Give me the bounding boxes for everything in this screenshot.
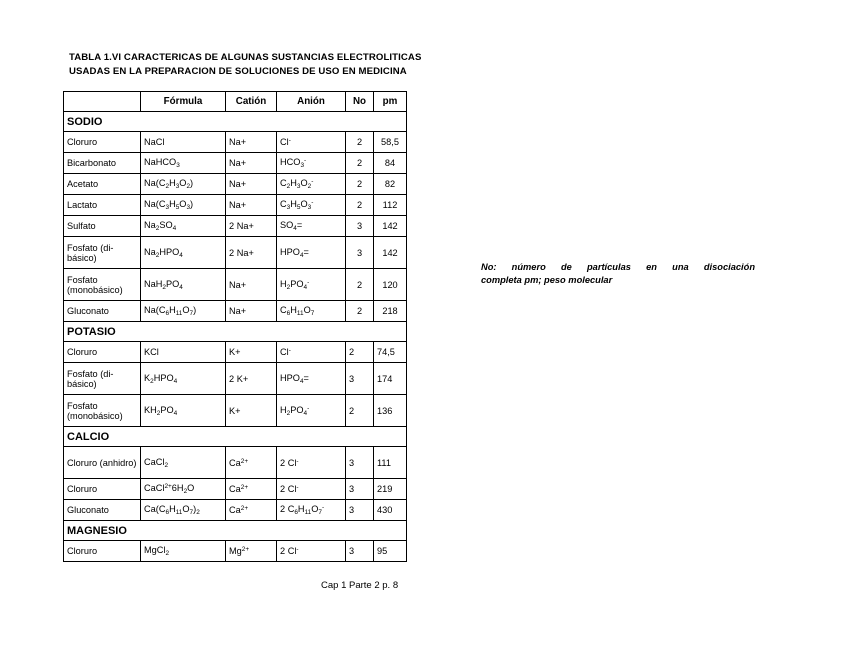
- legend-note: [481, 261, 755, 287]
- header-pm: pm: [374, 92, 407, 112]
- cation-cell: Na+: [226, 153, 277, 174]
- title-line-2: USADAS EN LA PREPARACION DE SOLUCIONES DE USO EN MEDICINA: [69, 66, 407, 77]
- molecular-weight-cell: 174: [374, 363, 407, 395]
- formula-cell: $Na(C_2H_3O_2)$: [141, 174, 226, 195]
- table-body: [64, 112, 407, 562]
- substance-cell: Cloruro: [64, 132, 141, 153]
- cation-cell: $Mg^{2+}$: [226, 541, 277, 562]
- title-line-1: TABLA 1.VI CARACTERICAS DE ALGUNAS SUSTANCIAS ELECTROLITICAS: [69, 52, 422, 63]
- section-title: MAGNESIO: [64, 521, 407, 541]
- formula-cell: $K_2HPO_4$: [141, 363, 226, 395]
- formula-cell: CaCl$_2$: [141, 447, 226, 479]
- substance-cell: Fosfato (monobásico): [64, 269, 141, 301]
- formula-cell: NaCl: [141, 132, 226, 153]
- cation-cell: 2 Na+: [226, 237, 277, 269]
- particles-cell: 3: [346, 237, 374, 269]
- table-title: [69, 51, 421, 79]
- particles-cell: 2: [346, 269, 374, 301]
- molecular-weight-cell: 120: [374, 269, 407, 301]
- substance-cell: Fosfato (di-básico): [64, 363, 141, 395]
- particles-cell: 3: [346, 500, 374, 521]
- table-row: [64, 195, 407, 216]
- molecular-weight-cell: 218: [374, 301, 407, 322]
- formula-cell: $Na(C_6H_{11}O_7)$: [141, 301, 226, 322]
- substance-cell: Lactato: [64, 195, 141, 216]
- table-row: [64, 153, 407, 174]
- header-no: No: [346, 92, 374, 112]
- particles-cell: 2: [346, 342, 374, 363]
- anion-cell: $H_2PO_4^-$: [277, 269, 346, 301]
- table-row: [64, 395, 407, 427]
- formula-cell: $NaH_2PO_4$: [141, 269, 226, 301]
- cation-cell: K+: [226, 395, 277, 427]
- table-row: [64, 363, 407, 395]
- header-cation: Catión: [226, 92, 277, 112]
- substance-cell: Gluconato: [64, 301, 141, 322]
- cation-cell: $Ca^{2+}$: [226, 500, 277, 521]
- anion-cell: $C_3H_5O_3^-$: [277, 195, 346, 216]
- table-row: [64, 301, 407, 322]
- table-row: [64, 447, 407, 479]
- table-row: [64, 269, 407, 301]
- cation-cell: 2 K+: [226, 363, 277, 395]
- electrolytes-table: [63, 91, 407, 562]
- formula-cell: $KH_2PO_4$: [141, 395, 226, 427]
- substance-cell: Bicarbonato: [64, 153, 141, 174]
- anion-cell: 2 Cl-: [277, 541, 346, 562]
- substance-cell: Fosfato (monobásico): [64, 395, 141, 427]
- anion-cell: 2 Cl-: [277, 447, 346, 479]
- table-row: [64, 342, 407, 363]
- anion-cell: Cl-: [277, 132, 346, 153]
- header-empty: [64, 92, 141, 112]
- substance-cell: Cloruro (anhidro): [64, 447, 141, 479]
- anion-cell: $HPO_4=$: [277, 237, 346, 269]
- table-row: [64, 541, 407, 562]
- particles-cell: 2: [346, 153, 374, 174]
- section-title: POTASIO: [64, 322, 407, 342]
- molecular-weight-cell: 142: [374, 237, 407, 269]
- substance-cell: Gluconato: [64, 500, 141, 521]
- particles-cell: 3: [346, 216, 374, 237]
- particles-cell: 2: [346, 132, 374, 153]
- cation-cell: $Ca^{2+}$: [226, 447, 277, 479]
- molecular-weight-cell: 58,5: [374, 132, 407, 153]
- page-footer: Cap 1 Parte 2 p. 8: [321, 580, 399, 591]
- section-row-potasio: [64, 322, 407, 342]
- molecular-weight-cell: 219: [374, 479, 407, 500]
- substance-cell: Acetato: [64, 174, 141, 195]
- section-title: SODIO: [64, 112, 407, 132]
- cation-cell: Na+: [226, 269, 277, 301]
- molecular-weight-cell: 84: [374, 153, 407, 174]
- formula-cell: $Ca(C_6H_{11}O_7)_2$: [141, 500, 226, 521]
- section-title: CALCIO: [64, 427, 407, 447]
- anion-cell: $HCO_3^-$: [277, 153, 346, 174]
- anion-cell: $C_6H_{11}O_7$: [277, 301, 346, 322]
- particles-cell: 3: [346, 541, 374, 562]
- molecular-weight-cell: 111: [374, 447, 407, 479]
- anion-cell: 2 Cl-: [277, 479, 346, 500]
- cation-cell: Na+: [226, 132, 277, 153]
- particles-cell: 3: [346, 363, 374, 395]
- cation-cell: $Ca^{2+}$: [226, 479, 277, 500]
- substance-cell: Sulfato: [64, 216, 141, 237]
- note-line-2: completa pm; peso molecular: [481, 275, 613, 285]
- table-row: [64, 216, 407, 237]
- particles-cell: 2: [346, 395, 374, 427]
- substance-cell: Fosfato (di-básico): [64, 237, 141, 269]
- anion-cell: 2 $C_6H_{11}O_7^-$: [277, 500, 346, 521]
- table-row: [64, 174, 407, 195]
- anion-cell: $C_2H_3O_2^-$: [277, 174, 346, 195]
- anion-cell: $SO_4=$: [277, 216, 346, 237]
- formula-cell: KCl: [141, 342, 226, 363]
- molecular-weight-cell: 112: [374, 195, 407, 216]
- particles-cell: 2: [346, 301, 374, 322]
- anion-cell: $HPO_4=$: [277, 363, 346, 395]
- molecular-weight-cell: 82: [374, 174, 407, 195]
- particles-cell: 3: [346, 447, 374, 479]
- cation-cell: Na+: [226, 174, 277, 195]
- molecular-weight-cell: 430: [374, 500, 407, 521]
- formula-cell: $CaCl^{2+}6H_2O$: [141, 479, 226, 500]
- molecular-weight-cell: 95: [374, 541, 407, 562]
- formula-cell: $Na_2SO_4$: [141, 216, 226, 237]
- section-row-calcio: [64, 427, 407, 447]
- section-row-sodio: [64, 112, 407, 132]
- table-row: [64, 132, 407, 153]
- formula-cell: $Na(C_3H_5O_3)$: [141, 195, 226, 216]
- table-row: [64, 500, 407, 521]
- header-row: [64, 92, 407, 112]
- table-row: [64, 479, 407, 500]
- substance-cell: Cloruro: [64, 541, 141, 562]
- particles-cell: 2: [346, 174, 374, 195]
- substance-cell: Cloruro: [64, 479, 141, 500]
- cation-cell: Na+: [226, 301, 277, 322]
- header-anion: Anión: [277, 92, 346, 112]
- cation-cell: 2 Na+: [226, 216, 277, 237]
- molecular-weight-cell: 136: [374, 395, 407, 427]
- anion-cell: $H_2PO_4^-$: [277, 395, 346, 427]
- formula-cell: $Na_2HPO_4$: [141, 237, 226, 269]
- cation-cell: Na+: [226, 195, 277, 216]
- table-row: [64, 237, 407, 269]
- particles-cell: 2: [346, 195, 374, 216]
- formula-cell: NaHCO$_3$: [141, 153, 226, 174]
- formula-cell: MgCl$_2$: [141, 541, 226, 562]
- molecular-weight-cell: 142: [374, 216, 407, 237]
- header-formula: Fórmula: [141, 92, 226, 112]
- molecular-weight-cell: 74,5: [374, 342, 407, 363]
- substance-cell: Cloruro: [64, 342, 141, 363]
- anion-cell: Cl-: [277, 342, 346, 363]
- particles-cell: 3: [346, 479, 374, 500]
- cation-cell: K+: [226, 342, 277, 363]
- section-row-magnesio: [64, 521, 407, 541]
- note-line-1: No: número de partículas en una disociación: [481, 262, 755, 272]
